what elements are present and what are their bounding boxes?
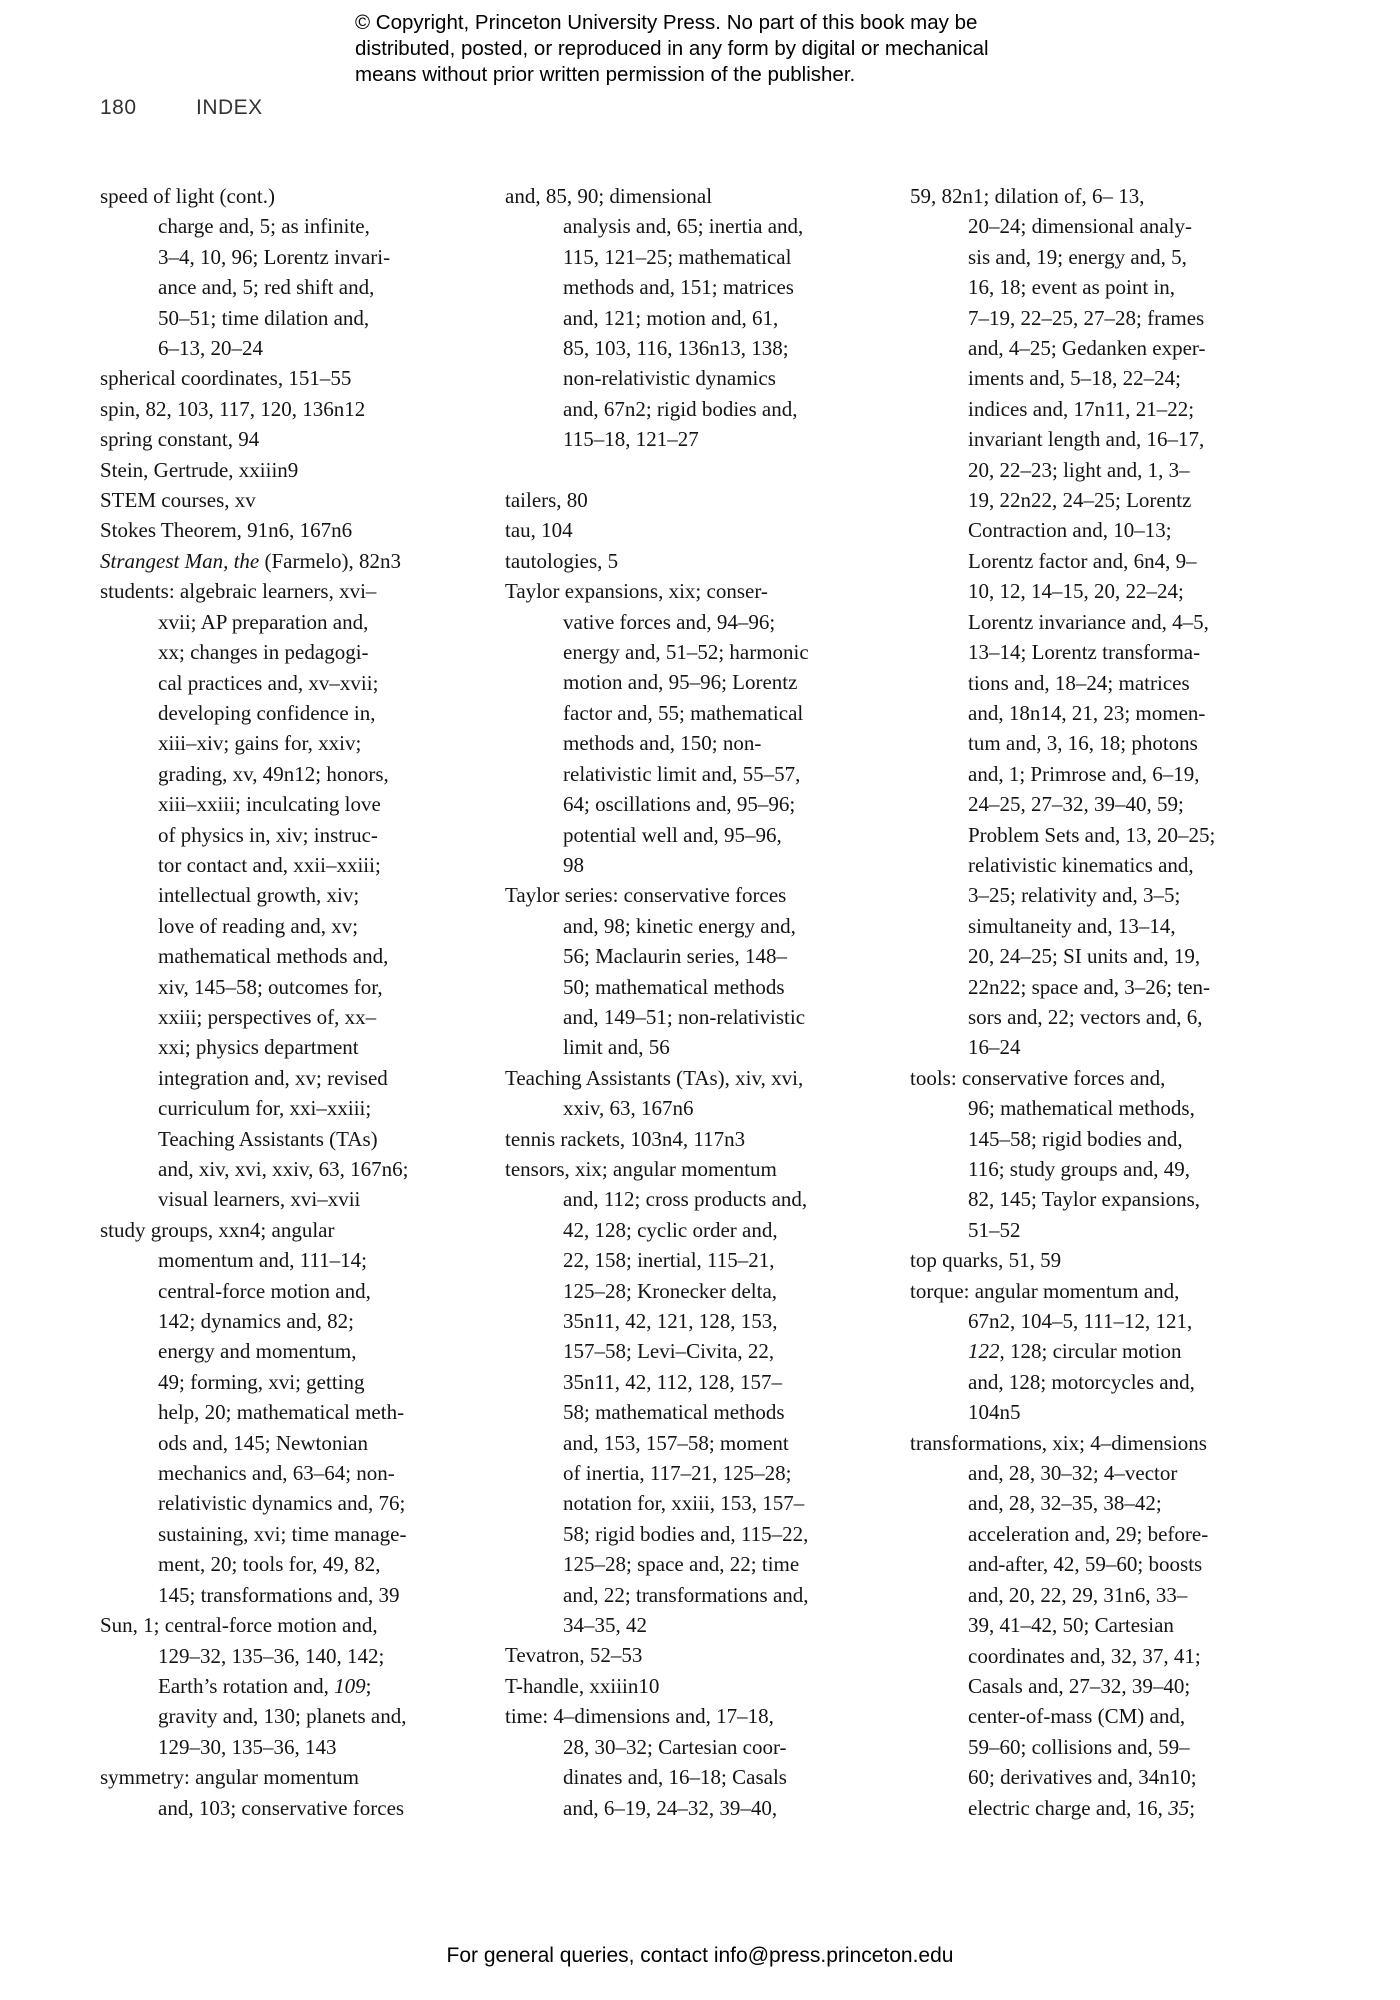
index-entry-heading: tennis rackets, 103n4, 117n3 <box>505 1126 746 1151</box>
index-entry-heading: Stein, Gertrude, xxiiin9 <box>100 457 299 482</box>
index-entry-continuation: 82, 145; Taylor expansions, <box>968 1187 1201 1212</box>
index-entry-continuation: 35n11, 42, 121, 128, 153, <box>563 1309 778 1334</box>
index-entry-heading: Strangest Man, the (Farmelo), 82n3 <box>100 548 401 573</box>
index-entry-continuation: 56; Maclaurin series, 148– <box>563 944 787 969</box>
index-entry-heading: students: algebraic learners, xvi– <box>100 579 377 604</box>
index-entry-continuation: help, 20; mathematical meth- <box>158 1400 405 1425</box>
index-entry-continuation: 35n11, 42, 112, 128, 157– <box>563 1369 782 1394</box>
copyright-line: means without prior written permission of the publisher. <box>355 63 856 86</box>
index-entry-continuation: of inertia, 117–21, 125–28; <box>563 1461 792 1486</box>
page-number: 180 <box>100 96 137 119</box>
index-entry-continuation: xxi; physics department <box>158 1035 359 1060</box>
index-entry-continuation: methods and, 151; matrices <box>563 275 794 300</box>
index-entry-continuation: and, 103; conservative forces <box>158 1795 405 1820</box>
index-entry-continuation: 145–58; rigid bodies and, <box>968 1126 1183 1151</box>
index-entry-continuation: curriculum for, xxi–xxiii; <box>158 1096 372 1121</box>
index-entry-continuation: tum and, 3, 16, 18; photons <box>968 731 1198 756</box>
index-entry <box>505 546 865 576</box>
index-entry-continuation: Teaching Assistants (TAs) <box>158 1126 378 1151</box>
index-entry-continuation: 115–18, 121–27 <box>563 427 699 452</box>
index-entry-continuation: gravity and, 130; planets and, <box>158 1704 407 1729</box>
index-entry-continuation: 125–28; space and, 22; time <box>563 1552 800 1577</box>
index-entry-continuation: energy and momentum, <box>158 1339 357 1364</box>
index-entry-heading: spherical coordinates, 151–55 <box>100 366 352 391</box>
index-entry-heading: Stokes Theorem, 91n6, 167n6 <box>100 518 353 543</box>
index-entry-continuation: Earth’s rotation and, 109; <box>158 1673 372 1698</box>
index-entry <box>910 1276 1270 1428</box>
index-entry-heading: Taylor expansions, xix; conser- <box>505 579 768 604</box>
index-entry-continuation: and, 18n14, 21, 23; momen- <box>968 700 1206 725</box>
index-entry-continuation: integration and, xv; revised <box>158 1065 388 1090</box>
index-entry <box>100 485 460 515</box>
footer-contact: For general queries, contact info@press.princeton.edu <box>446 1944 954 1967</box>
index-entry-heading: tau, 104 <box>505 518 573 543</box>
index-entry <box>100 1762 460 1823</box>
index-entry-continuation: invariant length and, 16–17, <box>968 427 1205 452</box>
index-entry-heading: tools: conservative forces and, <box>910 1065 1166 1090</box>
index-entry-continuation: and-after, 42, 59–60; boosts <box>968 1552 1203 1577</box>
index-entry-continuation: center-of-mass (CM) and, <box>968 1704 1186 1729</box>
copyright-notice <box>355 10 1115 88</box>
index-column-1 <box>100 181 460 1823</box>
index-entry-heading: 59, 82n1; dilation of, 6– 13, <box>910 184 1145 208</box>
index-entry-continuation: iments and, 5–18, 22–24; <box>968 366 1181 391</box>
index-entry-continuation: 157–58; Levi–Civita, 22, <box>563 1339 775 1364</box>
index-entry-heading: tautologies, 5 <box>505 548 619 573</box>
index-entry-heading: spin, 82, 103, 117, 120, 136n12 <box>100 396 366 421</box>
index-entry-continuation: and, 6–19, 24–32, 39–40, <box>563 1795 778 1820</box>
index-entry <box>100 455 460 485</box>
index-entry <box>910 1428 1270 1823</box>
index-entry-continuation: and, 28, 32–35, 38–42; <box>968 1491 1162 1516</box>
index-entry-continuation: charge and, 5; as infinite, <box>158 214 370 239</box>
index-entry-continuation: 85, 103, 116, 136n13, 138; <box>563 336 789 361</box>
index-entry-continuation: developing confidence in, <box>158 700 376 725</box>
index-entry-continuation: relativistic kinematics and, <box>968 852 1194 877</box>
index-entry-continuation: momentum and, 111–14; <box>158 1248 368 1273</box>
index-entry-continuation: electric charge and, 16, 35; <box>968 1795 1196 1820</box>
index-entry-continuation: energy and, 51–52; harmonic <box>563 640 809 665</box>
index-entry-heading: Taylor series: conservative forces <box>505 883 787 908</box>
index-entry-continuation: sustaining, xvi; time manage- <box>158 1521 407 1546</box>
index-entry-continuation: 16–24 <box>968 1035 1021 1060</box>
index-entry <box>100 424 460 454</box>
index-entry-continuation: 96; mathematical methods, <box>968 1096 1195 1121</box>
index-entry <box>505 1640 865 1670</box>
index-entry-continuation: 6–13, 20–24 <box>158 336 263 361</box>
index-entry-continuation: Contraction and, 10–13; <box>968 518 1172 543</box>
index-entry-continuation: 20, 22–23; light and, 1, 3– <box>968 457 1190 482</box>
index-entry-continuation: non-relativistic dynamics <box>563 366 776 391</box>
index-entry-continuation: ods and, 145; Newtonian <box>158 1430 368 1455</box>
italic-page-ref: 122 <box>968 1339 1000 1364</box>
index-entry-continuation: 22n22; space and, 3–26; ten- <box>968 974 1211 999</box>
index-entry-continuation: 42, 128; cyclic order and, <box>563 1217 778 1242</box>
index-entry-continuation: xiv, 145–58; outcomes for, <box>158 974 383 999</box>
index-entry-continuation: and, 153, 157–58; moment <box>563 1430 789 1455</box>
index-entry <box>505 1671 865 1701</box>
index-entry-continuation: 51–52 <box>968 1217 1021 1242</box>
index-entry-heading: Teaching Assistants (TAs), xiv, xvi, <box>505 1065 804 1090</box>
index-entry-continuation: love of reading and, xv; <box>158 913 359 938</box>
copyright-line: © Copyright, Princeton University Press. No part of this book may be <box>355 11 978 34</box>
index-entry <box>910 181 1270 1063</box>
index-entry-continuation: and, 121; motion and, 61, <box>563 305 779 330</box>
index-entry-continuation: 145; transformations and, 39 <box>158 1582 400 1607</box>
index-entry-continuation: 122, 128; circular motion <box>968 1339 1182 1364</box>
copyright-line: distributed, posted, or reproduced in any form by digital or mechanical <box>355 37 989 60</box>
index-entry-continuation: 125–28; Kronecker delta, <box>563 1278 778 1303</box>
index-entry-continuation: and, 28, 30–32; 4–vector <box>968 1461 1178 1486</box>
index-entry-heading: tensors, xix; angular momentum <box>505 1156 777 1181</box>
index-entry-continuation: 59–60; collisions and, 59– <box>968 1734 1190 1759</box>
running-head <box>100 96 263 120</box>
index-entry-continuation: 129–32, 135–36, 140, 142; <box>158 1643 385 1668</box>
index-entry <box>505 1063 865 1124</box>
index-entry-continuation: 24–25, 27–32, 39–40, 59; <box>968 792 1184 817</box>
index-entry-continuation: ance and, 5; red shift and, <box>158 275 375 300</box>
index-entry-continuation: 19, 22n22, 24–25; Lorentz <box>968 488 1192 513</box>
index-entry-continuation: cal practices and, xv–xvii; <box>158 670 379 695</box>
index-entry-continuation: and, 1; Primrose and, 6–19, <box>968 761 1200 786</box>
index-entry-continuation: 116; study groups and, 49, <box>968 1157 1191 1181</box>
index-entry-continuation: of physics in, xiv; instruc- <box>158 822 378 847</box>
index-entry-heading: STEM courses, xv <box>100 488 256 513</box>
index-entry-continuation: 50; mathematical methods <box>563 974 785 999</box>
index-entry-heading: time: 4–dimensions and, 17–18, <box>505 1704 774 1729</box>
index-entry-continuation: 50–51; time dilation and, <box>158 305 370 330</box>
index-entry-continuation: coordinates and, 32, 37, 41; <box>968 1643 1201 1668</box>
index-entry <box>505 1701 865 1823</box>
index-entry <box>505 576 865 880</box>
index-entry <box>505 1154 865 1641</box>
index-entry-heading: spring constant, 94 <box>100 427 260 452</box>
index-entry-continuation: 3–25; relativity and, 3–5; <box>968 883 1181 908</box>
index-entry-heading: study groups, xxn4; angular <box>100 1217 335 1242</box>
index-entry-heading: top quarks, 51, 59 <box>910 1248 1062 1273</box>
index-entry-continuation: vative forces and, 94–96; <box>563 609 776 634</box>
index-entry-continuation: 39, 41–42, 50; Cartesian <box>968 1613 1174 1638</box>
index-entry-continuation: notation for, xxiii, 153, 157– <box>563 1491 805 1516</box>
index-entry-continuation: sis and, 19; energy and, 5, <box>968 244 1187 269</box>
index-entry-continuation: and, 4–25; Gedanken exper- <box>968 336 1206 361</box>
index-entry-continuation: simultaneity and, 13–14, <box>968 913 1176 938</box>
section-title: INDEX <box>196 96 263 119</box>
index-entry-continuation: 58; mathematical methods <box>563 1400 785 1425</box>
index-entry-continuation: visual learners, xvi–xvii <box>158 1187 361 1212</box>
index-entry-continuation: Lorentz invariance and, 4–5, <box>968 609 1209 634</box>
index-entry-heading: tailers, 80 <box>505 488 588 513</box>
index-entry-continuation: analysis and, 65; inertia and, <box>563 214 804 239</box>
index-entry-continuation: 58; rigid bodies and, 115–22, <box>563 1521 809 1546</box>
index-entry-continuation: and, 98; kinetic energy and, <box>563 913 796 938</box>
index-entry-continuation: and, 112; cross products and, <box>563 1187 808 1212</box>
index-entry-continuation: 64; oscillations and, 95–96; <box>563 792 796 817</box>
index-entry-continuation: grading, xv, 49n12; honors, <box>158 761 389 786</box>
index-entry-continuation: factor and, 55; mathematical <box>563 700 804 725</box>
index-entry-continuation: motion and, 95–96; Lorentz <box>563 670 798 695</box>
index-entry-continuation: and, 67n2; rigid bodies and, <box>563 396 798 421</box>
index-entry-continuation: xxiii; perspectives of, xx– <box>158 1004 377 1029</box>
index-column-3 <box>910 181 1270 1823</box>
index-entry <box>100 515 460 545</box>
index-entry-continuation: 98 <box>563 852 584 877</box>
index-entry-continuation: and, 149–51; non-relativistic <box>563 1004 806 1029</box>
index-entry-heading: symmetry: angular momentum <box>100 1765 359 1790</box>
index-entry <box>505 515 865 545</box>
index-entry-continuation: dinates and, 16–18; Casals <box>563 1765 787 1790</box>
index-entry-heading: Sun, 1; central-force motion and, <box>100 1613 378 1638</box>
index-entry <box>505 485 865 515</box>
index-entry-continuation: 129–30, 135–36, 143 <box>158 1734 337 1759</box>
index-entry-continuation: xx; changes in pedagogi- <box>158 640 369 665</box>
index-entry-continuation: 49; forming, xvi; getting <box>158 1369 365 1394</box>
index-entry <box>100 1610 460 1762</box>
index-entry <box>100 1215 460 1610</box>
index-entry-continuation: xvii; AP preparation and, <box>158 609 369 634</box>
index-entry-continuation: xiii–xxiii; inculcating love <box>158 792 381 817</box>
index-entry-continuation: 20–24; dimensional analy- <box>968 214 1192 239</box>
index-entry-continuation: potential well and, 95–96, <box>563 822 782 847</box>
index-entry-heading: T-handle, xxiiin10 <box>505 1673 660 1698</box>
index-entry-continuation: and, 128; motorcycles and, <box>968 1369 1195 1394</box>
index-entry-continuation: xxiv, 63, 167n6 <box>563 1096 694 1121</box>
index-entry-continuation: relativistic limit and, 55–57, <box>563 761 801 786</box>
index-entry-continuation: 3–4, 10, 96; Lorentz invari- <box>158 244 391 269</box>
index-entry-continuation: 13–14; Lorentz transforma- <box>968 640 1201 665</box>
column-spacer <box>505 455 865 485</box>
book-title: Strangest Man, the <box>100 548 260 573</box>
index-entry <box>100 546 460 576</box>
italic-page-ref: 35 <box>1168 1795 1190 1820</box>
index-entry <box>910 1245 1270 1275</box>
index-entry-continuation: 7–19, 22–25, 27–28; frames <box>968 305 1205 330</box>
index-entry-continuation: 22, 158; inertial, 115–21, <box>563 1248 775 1273</box>
index-entry-continuation: 115, 121–25; mathematical <box>563 244 792 269</box>
index-entry <box>100 181 460 363</box>
index-entry-continuation: xiii–xiv; gains for, xxiv; <box>158 731 362 756</box>
index-entry-continuation: Casals and, 27–32, 39–40; <box>968 1673 1191 1698</box>
index-entry-heading: torque: angular momentum and, <box>910 1278 1180 1303</box>
index-entry-continuation: relativistic dynamics and, 76; <box>158 1491 406 1516</box>
index-entry-continuation: tor contact and, xxii–xxiii; <box>158 852 381 877</box>
index-entry-heading: Tevatron, 52–53 <box>505 1643 643 1668</box>
index-entry-continuation: 60; derivatives and, 34n10; <box>968 1765 1197 1790</box>
index-entry <box>100 394 460 424</box>
index-entry-continuation: ment, 20; tools for, 49, 82, <box>158 1552 381 1577</box>
index-column-2 <box>505 181 865 1823</box>
index-entry-continuation: acceleration and, 29; before- <box>968 1521 1209 1546</box>
index-entry-heading: speed of light (cont.) <box>100 184 275 208</box>
index-entry <box>100 363 460 393</box>
index-entry-continuation: mechanics and, 63–64; non- <box>158 1461 395 1486</box>
index-entry-continuation: methods and, 150; non- <box>563 731 762 756</box>
index-entry <box>505 181 865 455</box>
italic-page-ref: 109 <box>334 1673 366 1698</box>
index-entry-continuation: 104n5 <box>968 1400 1021 1425</box>
index-entry <box>100 576 460 1215</box>
index-entry-continuation: and, 20, 22, 29, 31n6, 33– <box>968 1582 1188 1607</box>
index-entry-heading: transformations, xix; 4–dimensions <box>910 1430 1207 1455</box>
index-entry-continuation: tions and, 18–24; matrices <box>968 670 1190 695</box>
index-entry-continuation: intellectual growth, xiv; <box>158 883 360 908</box>
index-entry-continuation: central-force motion and, <box>158 1278 371 1303</box>
index-entry-continuation: sors and, 22; vectors and, 6, <box>968 1004 1203 1029</box>
index-entry-continuation: 20, 24–25; SI units and, 19, <box>968 944 1201 969</box>
index-entry-heading: and, 85, 90; dimensional <box>505 184 713 208</box>
index-entry-continuation: 67n2, 104–5, 111–12, 121, <box>968 1309 1193 1334</box>
index-entry-continuation: and, 22; transformations and, <box>563 1582 809 1607</box>
index-entry <box>910 1063 1270 1245</box>
index-entry-continuation: Lorentz factor and, 6n4, 9– <box>968 548 1197 573</box>
index-entry <box>505 1124 865 1154</box>
index-entry-continuation: mathematical methods and, <box>158 944 389 969</box>
index-entry-continuation: 28, 30–32; Cartesian coor- <box>563 1734 787 1759</box>
index-entry-continuation: 10, 12, 14–15, 20, 22–24; <box>968 579 1184 604</box>
index-entry-continuation: 142; dynamics and, 82; <box>158 1309 354 1334</box>
index-entry-continuation: Problem Sets and, 13, 20–25; <box>968 822 1216 847</box>
index-entry-continuation: limit and, 56 <box>563 1035 670 1060</box>
index-entry-continuation: indices and, 17n11, 21–22; <box>968 396 1195 421</box>
index-entry-continuation: 16, 18; event as point in, <box>968 275 1176 300</box>
index-entry-continuation: 34–35, 42 <box>563 1613 647 1638</box>
index-entry-continuation: and, xiv, xvi, xxiv, 63, 167n6; <box>158 1157 409 1181</box>
index-entry <box>505 880 865 1062</box>
